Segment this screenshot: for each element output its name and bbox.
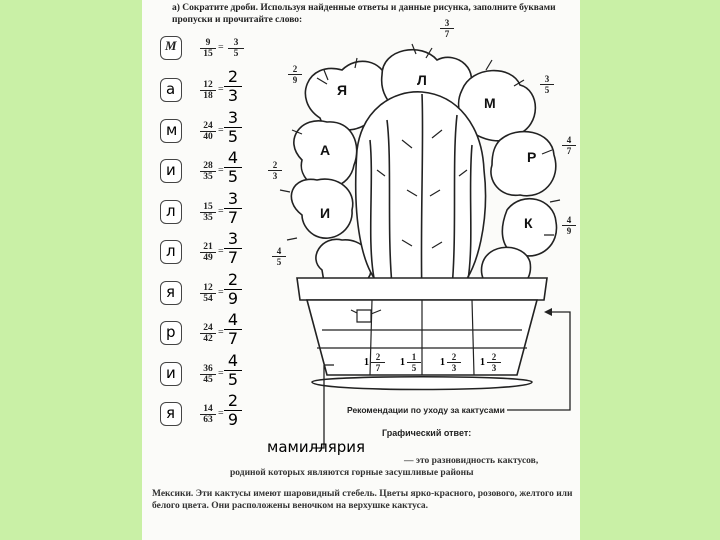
description-line-2: родиной которых являются горные засушливые районы (230, 468, 474, 478)
fraction-denominator: 49 (203, 253, 213, 263)
pot-rim (297, 278, 547, 300)
cactus-column (356, 92, 486, 296)
cactus-letter: А (320, 142, 331, 158)
fraction-denominator: 42 (203, 334, 213, 344)
source-fraction (200, 364, 216, 385)
cactus-letter: Л (417, 72, 427, 88)
fraction-denominator: 9 (566, 226, 572, 236)
fraction-denominator: 3 (491, 363, 497, 373)
fraction-denominator: 5 (233, 49, 239, 59)
fraction-numerator: 21 (200, 242, 216, 253)
handwritten-answer-fraction (224, 109, 242, 146)
filled-letter: и (166, 363, 176, 382)
fraction-denominator: 5 (544, 85, 550, 95)
fraction-numerator: 3 (440, 18, 454, 29)
handwritten-answer-fraction (224, 271, 242, 308)
filled-letter: м (166, 120, 178, 139)
fraction-numerator: 2 (487, 352, 501, 363)
fraction-denominator: 3 (227, 86, 239, 105)
arrow-line (312, 365, 324, 448)
fraction-numerator: 3 (224, 109, 242, 128)
source-fraction (200, 38, 216, 59)
fraction-denominator: 9 (227, 288, 239, 308)
fraction-denominator: 5 (227, 167, 239, 186)
source-fraction (200, 121, 216, 142)
fraction-denominator: 9 (292, 75, 298, 85)
handwritten-answer-fraction (224, 392, 242, 429)
equals-sign: = (218, 165, 224, 176)
handwritten-answer-fraction (224, 311, 242, 348)
fraction-numerator: 4 (224, 352, 242, 371)
handwritten-answer-fraction (224, 190, 242, 227)
fraction-denominator: 40 (203, 131, 213, 142)
fraction-denominator: 15 (203, 49, 213, 59)
fraction-denominator: 7 (227, 329, 239, 348)
fraction-denominator: 35 (203, 172, 213, 182)
fraction-denominator: 3 (451, 363, 457, 373)
fraction-denominator: 7 (566, 146, 572, 156)
equals-sign: = (218, 84, 224, 95)
care-recommendation-label: Рекомендации по уходу за кактусами (347, 405, 505, 415)
fraction-denominator: 54 (203, 293, 213, 304)
given-letter: М (165, 38, 177, 53)
cactus-letter: И (320, 205, 331, 221)
equals-sign: = (218, 408, 224, 419)
pot-fraction-whole: 1 (364, 357, 369, 368)
filled-letter: я (166, 404, 176, 422)
handwritten-answer-fraction (224, 230, 242, 267)
source-fraction (200, 404, 216, 425)
fraction-numerator: 2 (447, 352, 461, 363)
side-fraction (288, 64, 302, 85)
side-fraction (268, 160, 282, 181)
cactus-letter: Р (527, 149, 537, 165)
fraction-denominator: 7 (444, 29, 450, 39)
filled-letter: а (166, 80, 176, 98)
equals-sign: = (218, 367, 224, 379)
fraction-denominator: 5 (276, 257, 282, 267)
pot-fraction-whole: 1 (440, 357, 445, 368)
fraction-denominator: 18 (203, 91, 213, 101)
fraction-numerator: 14 (200, 404, 216, 415)
filled-letter: л (166, 201, 176, 220)
handwritten-answer-fraction (224, 68, 242, 105)
side-fraction (562, 215, 576, 236)
fraction-numerator: 1 (407, 352, 421, 363)
side-fraction (540, 74, 554, 95)
fraction-numerator: 2 (224, 392, 242, 411)
footer-paragraph: Мексики. Эти кактусы имеют шаровидный стебель. Цветы ярко-красного, розового, желтого или белого цвета. Они расположены веночком на верхушке кактуса. (152, 489, 573, 511)
fraction-numerator: 4 (562, 215, 576, 226)
source-fraction (200, 161, 216, 182)
fraction-denominator: 7 (227, 248, 239, 267)
fraction-numerator: 15 (200, 202, 216, 213)
fraction-numerator: 2 (371, 352, 385, 363)
printed-answer-fraction (228, 38, 244, 59)
side-fraction (272, 246, 286, 267)
equals-sign: = (218, 42, 224, 53)
handwritten-answer-fraction (224, 149, 242, 186)
source-fraction (200, 80, 216, 101)
fraction-denominator: 5 (227, 126, 239, 146)
worksheet-page (142, 0, 580, 540)
fraction-numerator: 2 (224, 271, 242, 290)
side-fraction (440, 18, 454, 39)
filled-letter: я (166, 282, 176, 301)
fraction-numerator: 3 (540, 74, 554, 85)
equals-sign: = (218, 286, 224, 298)
equals-sign: = (218, 124, 224, 136)
equals-sign: = (218, 327, 224, 338)
source-fraction (200, 242, 216, 263)
instruction-text: а) Сократите дроби. Используя найденные ответы и данные рисунка, заполните буквами пропуски и прочитайте слово: (172, 3, 556, 25)
source-fraction (200, 283, 216, 304)
cactus-bulb (491, 132, 556, 196)
graphic-answer-label: Графический ответ: (382, 428, 472, 438)
pot-fraction-whole: 1 (480, 357, 485, 368)
pot-fraction-whole: 1 (400, 357, 405, 368)
answer-word: мамиллярия (267, 438, 366, 456)
fraction-numerator: 3 (224, 190, 242, 209)
fraction-numerator: 28 (200, 161, 216, 172)
fraction-denominator: 5 (227, 369, 239, 389)
fraction-numerator: 12 (200, 283, 216, 294)
filled-letter: л (166, 242, 176, 260)
side-fraction (562, 135, 576, 156)
filled-letter: р (166, 323, 176, 341)
fraction-numerator: 4 (272, 246, 286, 257)
filled-letter: и (166, 161, 176, 179)
fraction-denominator: 63 (203, 415, 213, 425)
cactus-letter: К (524, 215, 533, 231)
fraction-numerator: 36 (200, 364, 216, 375)
cactus-letter: Я (337, 82, 348, 98)
fraction-denominator: 45 (203, 374, 213, 385)
fraction-numerator: 12 (200, 80, 216, 91)
equals-sign: = (218, 246, 224, 257)
cactus-letter: М (484, 95, 496, 111)
fraction-numerator: 2 (288, 64, 302, 75)
equals-sign: = (218, 205, 224, 217)
fraction-denominator: 3 (272, 171, 278, 181)
fraction-numerator: 2 (224, 68, 242, 87)
handwritten-answer-fraction (224, 352, 242, 389)
fraction-denominator: 9 (227, 410, 239, 429)
fraction-numerator: 3 (224, 230, 242, 249)
description-line-1: — это разновидность кактусов, (404, 456, 539, 466)
fraction-numerator: 2 (268, 160, 282, 171)
fraction-numerator: 4 (562, 135, 576, 146)
fraction-numerator: 3 (228, 38, 244, 49)
fraction-numerator: 24 (200, 121, 216, 132)
source-fraction (200, 202, 216, 223)
fraction-numerator: 24 (200, 323, 216, 334)
fraction-numerator: 9 (200, 38, 216, 49)
fraction-numerator: 4 (224, 311, 242, 330)
fraction-denominator: 7 (227, 207, 239, 227)
fraction-denominator: 5 (411, 363, 417, 373)
fraction-denominator: 7 (375, 363, 381, 373)
fraction-numerator: 4 (224, 149, 242, 168)
fraction-denominator: 35 (203, 212, 213, 223)
source-fraction (200, 323, 216, 344)
